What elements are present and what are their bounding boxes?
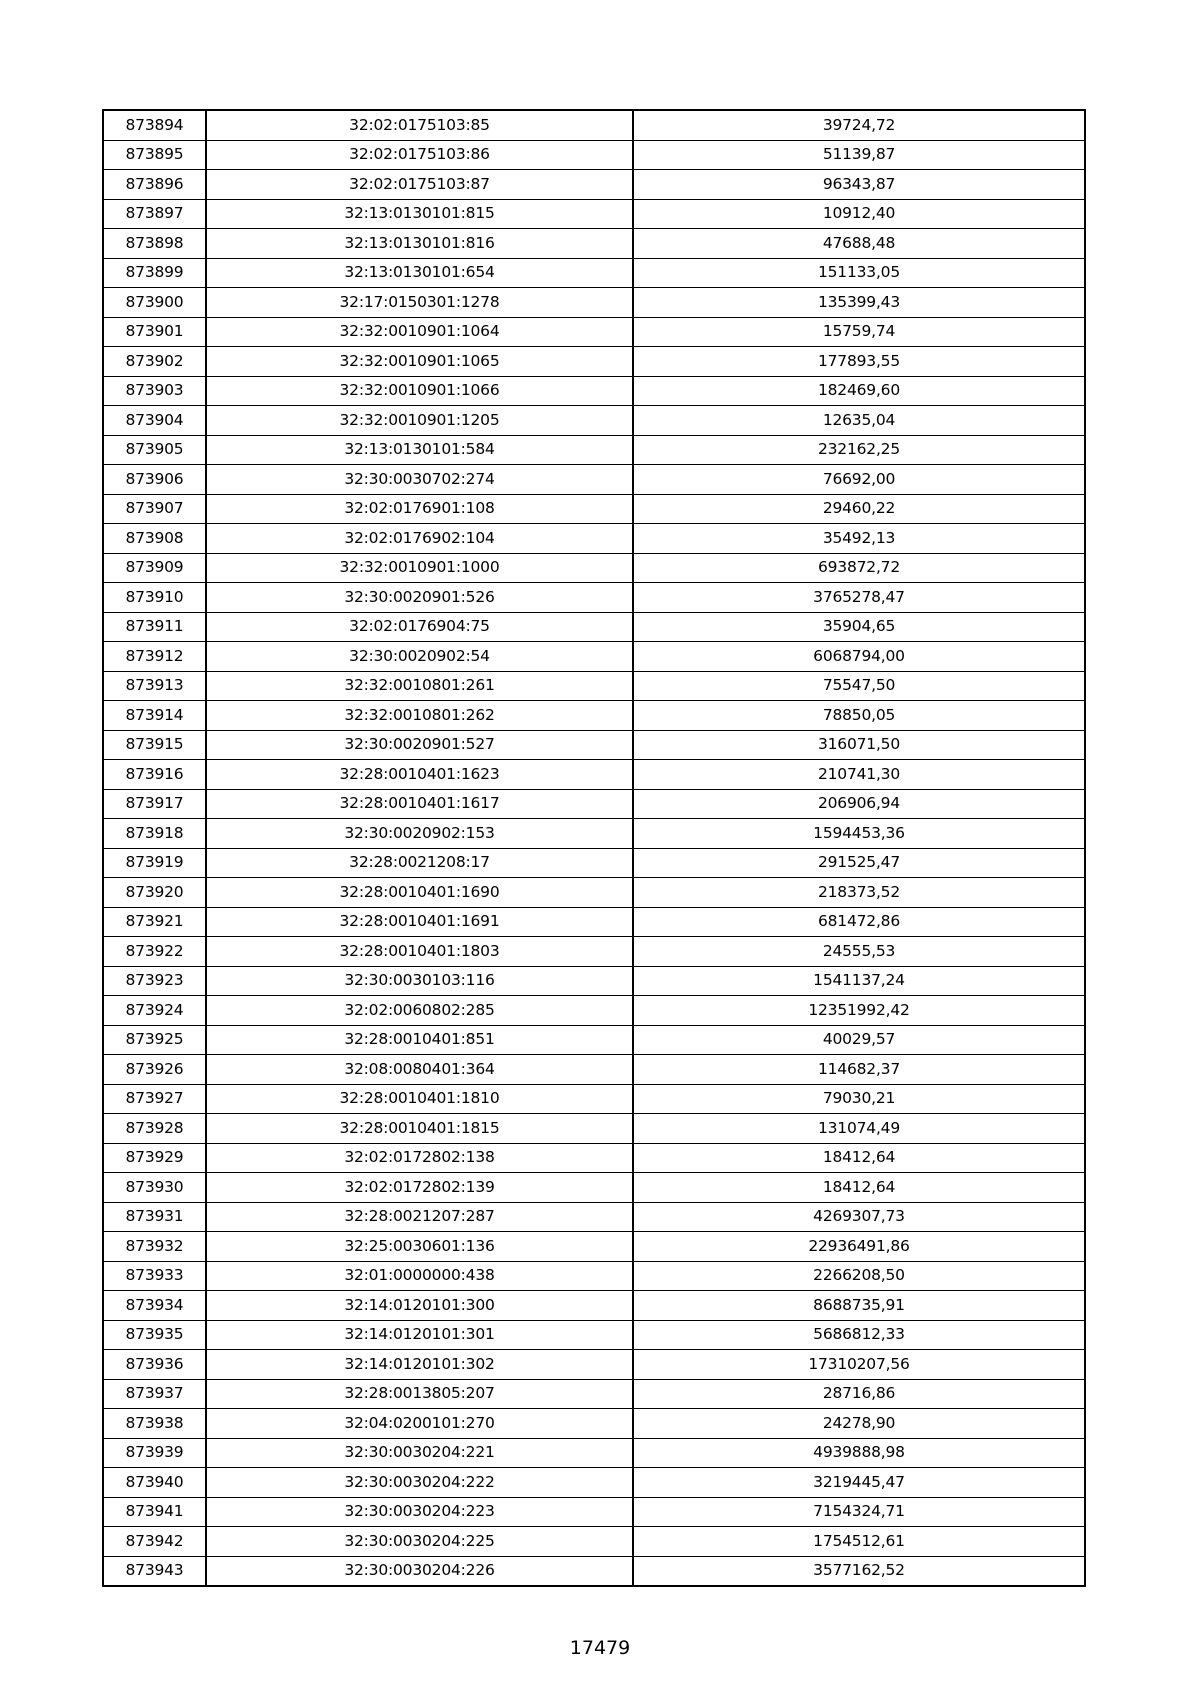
table-row <box>103 110 1085 140</box>
table-row <box>103 1025 1085 1055</box>
cadastral-number-cell: 32:30:0020901:526 <box>206 583 633 613</box>
value-cell: 39724,72 <box>633 110 1085 140</box>
value-cell: 218373,52 <box>633 878 1085 908</box>
table-row <box>103 642 1085 672</box>
row-number-cell: 873921 <box>103 907 206 937</box>
table-row <box>103 1261 1085 1291</box>
table-row <box>103 1114 1085 1144</box>
value-cell: 135399,43 <box>633 288 1085 318</box>
value-cell: 316071,50 <box>633 730 1085 760</box>
value-cell: 206906,94 <box>633 789 1085 819</box>
cadastral-number-cell: 32:14:0120101:301 <box>206 1320 633 1350</box>
cadastral-number-cell: 32:28:0010401:851 <box>206 1025 633 1055</box>
table-row <box>103 789 1085 819</box>
cadastral-number-cell: 32:02:0176902:104 <box>206 524 633 554</box>
row-number-cell: 873929 <box>103 1143 206 1173</box>
table-row <box>103 671 1085 701</box>
table-row <box>103 199 1085 229</box>
value-cell: 693872,72 <box>633 553 1085 583</box>
value-cell: 35904,65 <box>633 612 1085 642</box>
cadastral-number-cell: 32:13:0130101:584 <box>206 435 633 465</box>
cadastral-number-cell: 32:13:0130101:654 <box>206 258 633 288</box>
data-table <box>102 109 1086 1587</box>
row-number-cell: 873911 <box>103 612 206 642</box>
row-number-cell: 873905 <box>103 435 206 465</box>
row-number-cell: 873909 <box>103 553 206 583</box>
value-cell: 22936491,86 <box>633 1232 1085 1262</box>
value-cell: 24555,53 <box>633 937 1085 967</box>
cadastral-number-cell: 32:04:0200101:270 <box>206 1409 633 1439</box>
value-cell: 681472,86 <box>633 907 1085 937</box>
table-row <box>103 258 1085 288</box>
row-number-cell: 873941 <box>103 1497 206 1527</box>
row-number-cell: 873943 <box>103 1556 206 1586</box>
table-row <box>103 1232 1085 1262</box>
value-cell: 28716,86 <box>633 1379 1085 1409</box>
cadastral-number-cell: 32:28:0010401:1690 <box>206 878 633 908</box>
row-number-cell: 873910 <box>103 583 206 613</box>
value-cell: 75547,50 <box>633 671 1085 701</box>
table-row <box>103 996 1085 1026</box>
value-cell: 131074,49 <box>633 1114 1085 1144</box>
value-cell: 114682,37 <box>633 1055 1085 1085</box>
row-number-cell: 873907 <box>103 494 206 524</box>
cadastral-number-cell: 32:32:0010801:262 <box>206 701 633 731</box>
cadastral-number-cell: 32:01:0000000:438 <box>206 1261 633 1291</box>
value-cell: 18412,64 <box>633 1173 1085 1203</box>
row-number-cell: 873933 <box>103 1261 206 1291</box>
cadastral-number-cell: 32:13:0130101:816 <box>206 229 633 259</box>
value-cell: 17310207,56 <box>633 1350 1085 1380</box>
row-number-cell: 873916 <box>103 760 206 790</box>
value-cell: 15759,74 <box>633 317 1085 347</box>
row-number-cell: 873932 <box>103 1232 206 1262</box>
table-row <box>103 376 1085 406</box>
table-row <box>103 1291 1085 1321</box>
table-row <box>103 140 1085 170</box>
table-row <box>103 1556 1085 1586</box>
table-row <box>103 1379 1085 1409</box>
value-cell: 7154324,71 <box>633 1497 1085 1527</box>
table-row <box>103 1468 1085 1498</box>
value-cell: 24278,90 <box>633 1409 1085 1439</box>
table-row <box>103 170 1085 200</box>
row-number-cell: 873918 <box>103 819 206 849</box>
row-number-cell: 873912 <box>103 642 206 672</box>
table-row <box>103 347 1085 377</box>
row-number-cell: 873901 <box>103 317 206 347</box>
cadastral-number-cell: 32:30:0030702:274 <box>206 465 633 495</box>
table-row <box>103 435 1085 465</box>
table-row <box>103 1202 1085 1232</box>
cadastral-number-cell: 32:02:0176901:108 <box>206 494 633 524</box>
cadastral-number-cell: 32:32:0010801:261 <box>206 671 633 701</box>
cadastral-number-cell: 32:02:0172802:138 <box>206 1143 633 1173</box>
cadastral-number-cell: 32:28:0010401:1803 <box>206 937 633 967</box>
row-number-cell: 873896 <box>103 170 206 200</box>
cadastral-number-cell: 32:32:0010901:1205 <box>206 406 633 436</box>
table-row <box>103 1173 1085 1203</box>
table-row <box>103 288 1085 318</box>
cadastral-number-cell: 32:30:0030204:223 <box>206 1497 633 1527</box>
row-number-cell: 873897 <box>103 199 206 229</box>
cadastral-number-cell: 32:28:0013805:207 <box>206 1379 633 1409</box>
row-number-cell: 873927 <box>103 1084 206 1114</box>
value-cell: 291525,47 <box>633 848 1085 878</box>
value-cell: 47688,48 <box>633 229 1085 259</box>
cadastral-number-cell: 32:32:0010901:1000 <box>206 553 633 583</box>
table-row <box>103 730 1085 760</box>
cadastral-number-cell: 32:02:0175103:87 <box>206 170 633 200</box>
value-cell: 232162,25 <box>633 435 1085 465</box>
value-cell: 12635,04 <box>633 406 1085 436</box>
value-cell: 79030,21 <box>633 1084 1085 1114</box>
value-cell: 18412,64 <box>633 1143 1085 1173</box>
row-number-cell: 873920 <box>103 878 206 908</box>
value-cell: 151133,05 <box>633 258 1085 288</box>
cadastral-number-cell: 32:02:0060802:285 <box>206 996 633 1026</box>
row-number-cell: 873922 <box>103 937 206 967</box>
value-cell: 8688735,91 <box>633 1291 1085 1321</box>
row-number-cell: 873924 <box>103 996 206 1026</box>
cadastral-number-cell: 32:30:0030204:221 <box>206 1438 633 1468</box>
cadastral-number-cell: 32:08:0080401:364 <box>206 1055 633 1085</box>
cadastral-number-cell: 32:30:0030103:116 <box>206 966 633 996</box>
table-row <box>103 1143 1085 1173</box>
row-number-cell: 873936 <box>103 1350 206 1380</box>
value-cell: 2266208,50 <box>633 1261 1085 1291</box>
table-row <box>103 1497 1085 1527</box>
table-row <box>103 406 1085 436</box>
table-row <box>103 612 1085 642</box>
cadastral-number-cell: 32:02:0175103:85 <box>206 110 633 140</box>
cadastral-number-cell: 32:28:0010401:1815 <box>206 1114 633 1144</box>
cadastral-number-cell: 32:30:0030204:222 <box>206 1468 633 1498</box>
cadastral-number-cell: 32:14:0120101:302 <box>206 1350 633 1380</box>
value-cell: 35492,13 <box>633 524 1085 554</box>
row-number-cell: 873935 <box>103 1320 206 1350</box>
cadastral-number-cell: 32:28:0010401:1623 <box>206 760 633 790</box>
cadastral-number-cell: 32:30:0030204:225 <box>206 1527 633 1557</box>
value-cell: 182469,60 <box>633 376 1085 406</box>
cadastral-number-cell: 32:02:0175103:86 <box>206 140 633 170</box>
row-number-cell: 873899 <box>103 258 206 288</box>
cadastral-number-cell: 32:28:0021208:17 <box>206 848 633 878</box>
table-row <box>103 878 1085 908</box>
cadastral-number-cell: 32:30:0020902:153 <box>206 819 633 849</box>
table-row <box>103 1527 1085 1557</box>
table-row <box>103 553 1085 583</box>
row-number-cell: 873913 <box>103 671 206 701</box>
value-cell: 29460,22 <box>633 494 1085 524</box>
cadastral-number-cell: 32:32:0010901:1066 <box>206 376 633 406</box>
row-number-cell: 873903 <box>103 376 206 406</box>
table-row <box>103 848 1085 878</box>
row-number-cell: 873902 <box>103 347 206 377</box>
cadastral-number-cell: 32:02:0176904:75 <box>206 612 633 642</box>
cadastral-number-cell: 32:28:0010401:1617 <box>206 789 633 819</box>
row-number-cell: 873939 <box>103 1438 206 1468</box>
value-cell: 40029,57 <box>633 1025 1085 1055</box>
table-row <box>103 1350 1085 1380</box>
value-cell: 4269307,73 <box>633 1202 1085 1232</box>
row-number-cell: 873900 <box>103 288 206 318</box>
value-cell: 12351992,42 <box>633 996 1085 1026</box>
row-number-cell: 873931 <box>103 1202 206 1232</box>
row-number-cell: 873906 <box>103 465 206 495</box>
row-number-cell: 873940 <box>103 1468 206 1498</box>
table-row <box>103 1438 1085 1468</box>
value-cell: 51139,87 <box>633 140 1085 170</box>
row-number-cell: 873919 <box>103 848 206 878</box>
row-number-cell: 873928 <box>103 1114 206 1144</box>
table-row <box>103 524 1085 554</box>
value-cell: 1541137,24 <box>633 966 1085 996</box>
value-cell: 3219445,47 <box>633 1468 1085 1498</box>
page-number: 17479 <box>569 1637 631 1659</box>
row-number-cell: 873937 <box>103 1379 206 1409</box>
row-number-cell: 873923 <box>103 966 206 996</box>
table-row <box>103 317 1085 347</box>
row-number-cell: 873914 <box>103 701 206 731</box>
row-number-cell: 873942 <box>103 1527 206 1557</box>
cadastral-number-cell: 32:28:0010401:1810 <box>206 1084 633 1114</box>
table-row <box>103 907 1085 937</box>
cadastral-number-cell: 32:30:0030204:226 <box>206 1556 633 1586</box>
row-number-cell: 873895 <box>103 140 206 170</box>
cadastral-number-cell: 32:14:0120101:300 <box>206 1291 633 1321</box>
table-row <box>103 583 1085 613</box>
cadastral-number-cell: 32:02:0172802:139 <box>206 1173 633 1203</box>
table-body <box>103 110 1085 1586</box>
row-number-cell: 873898 <box>103 229 206 259</box>
table-row <box>103 819 1085 849</box>
table-row <box>103 494 1085 524</box>
row-number-cell: 873894 <box>103 110 206 140</box>
table-row <box>103 760 1085 790</box>
row-number-cell: 873908 <box>103 524 206 554</box>
cadastral-number-cell: 32:25:0030601:136 <box>206 1232 633 1262</box>
cadastral-number-cell: 32:30:0020901:527 <box>206 730 633 760</box>
row-number-cell: 873938 <box>103 1409 206 1439</box>
row-number-cell: 873915 <box>103 730 206 760</box>
value-cell: 210741,30 <box>633 760 1085 790</box>
value-cell: 1594453,36 <box>633 819 1085 849</box>
cadastral-number-cell: 32:28:0021207:287 <box>206 1202 633 1232</box>
cadastral-number-cell: 32:13:0130101:815 <box>206 199 633 229</box>
table-row <box>103 1084 1085 1114</box>
value-cell: 4939888,98 <box>633 1438 1085 1468</box>
table-row <box>103 1409 1085 1439</box>
value-cell: 10912,40 <box>633 199 1085 229</box>
value-cell: 5686812,33 <box>633 1320 1085 1350</box>
row-number-cell: 873930 <box>103 1173 206 1203</box>
cadastral-number-cell: 32:28:0010401:1691 <box>206 907 633 937</box>
table-row <box>103 701 1085 731</box>
row-number-cell: 873917 <box>103 789 206 819</box>
value-cell: 96343,87 <box>633 170 1085 200</box>
row-number-cell: 873926 <box>103 1055 206 1085</box>
table-row <box>103 1320 1085 1350</box>
cadastral-number-cell: 32:30:0020902:54 <box>206 642 633 672</box>
table-row <box>103 465 1085 495</box>
value-cell: 6068794,00 <box>633 642 1085 672</box>
value-cell: 3765278,47 <box>633 583 1085 613</box>
table-row <box>103 1055 1085 1085</box>
row-number-cell: 873934 <box>103 1291 206 1321</box>
table-row <box>103 937 1085 967</box>
table-row <box>103 966 1085 996</box>
cadastral-number-cell: 32:32:0010901:1065 <box>206 347 633 377</box>
cadastral-number-cell: 32:32:0010901:1064 <box>206 317 633 347</box>
table-row <box>103 229 1085 259</box>
value-cell: 3577162,52 <box>633 1556 1085 1586</box>
row-number-cell: 873925 <box>103 1025 206 1055</box>
value-cell: 1754512,61 <box>633 1527 1085 1557</box>
value-cell: 76692,00 <box>633 465 1085 495</box>
value-cell: 177893,55 <box>633 347 1085 377</box>
row-number-cell: 873904 <box>103 406 206 436</box>
cadastral-number-cell: 32:17:0150301:1278 <box>206 288 633 318</box>
value-cell: 78850,05 <box>633 701 1085 731</box>
